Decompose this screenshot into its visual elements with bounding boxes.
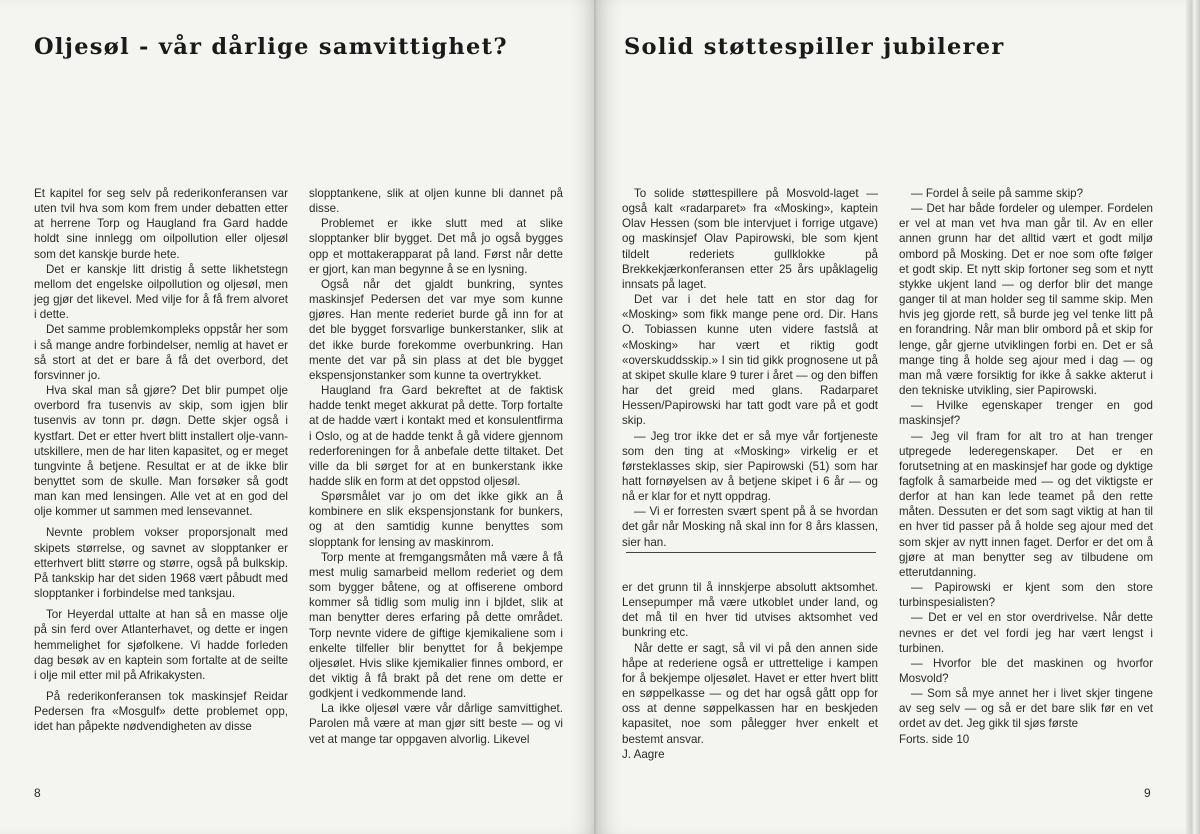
right-headline: Solid støttespiller jubilerer: [624, 34, 1005, 60]
paragraph: La ikke oljesøl være vår dårlige samvittighet. Parolen må være at man gjør sitt beste — og vi vet at mange tar oppgaven alvorlig. Likevel: [309, 702, 563, 746]
paragraph: slopptankene, slik at oljen kunne bli dannet på disse.: [309, 187, 563, 216]
paragraph: — Det har både fordeler og ulemper. Fordelen er vel at man vet hva man går til. Av en eller annen grunn har det alltid vært et godt miljø ombord på Mosking. Det er noe som ofte følger et godt skip. Et nytt skip fortoner seg som et nytt stykke ukjent land — og derfor blir det mange ganger til at man holder seg til samme skip. Men hvis jeg gjorde rett, så burde jeg vel tenke litt på en forandring. Når man blir ombord på et skip for lenge, går gjerne utviklingen forbi en. Det er så mange ting å holde seg ajour med i dag — og man må være forsiktig for ikke å sakke akterut i den tekniske utvikling, sier Papirowski.: [899, 202, 1153, 398]
paragraph: — Papirowski er kjent som den store turbinspesialisten?: [899, 581, 1153, 610]
paragraph: er det grunn til å innskjerpe absolutt aktsomhet. Lensepumper må være utkoblet under land, og det må til en hver tid utvises aktsomhet ved bunkring etc.: [622, 581, 878, 640]
right-page: [596, 0, 1200, 834]
paragraph: — Jeg tror ikke det er så mye vår fortjeneste som den ting at «Mosking» virkelig er et førsteklasses skip, sier Papirowski (51) som har hatt fornøyelsen av å betjene skipet i 6 år — og nå er klar for et nytt oppdrag.: [622, 429, 878, 504]
continued-note: Forts. side 10: [899, 732, 970, 746]
paragraph: Et kapitel for seg selv på rederikonferansen var uten tvil hva som kom frem under debatten etter at herrene Torp og Haugland fra Gard hadde holdt sine innlegg om oilpollution eller oljesøl som det kanskje burde hete.: [34, 187, 288, 261]
paragraph: Torp mente at fremgangsmåten må være å få mest mulig samarbeid mellom rederiet og dem som bygger båtene, og at offiserene ombord kommer så tidlig som mulig inn i bjldet, slik at man benytter deres erfaring på dette området. Torp nevnte videre de giftige kjemikaliene som i enkelte tilfeller blir benyttet for å bekjempe oljesølet. Hvis slike kjemikalier finnes ombord, er det viktig å få brakt på det rene om dette er godkjent i vedkommende land.: [309, 550, 563, 701]
left-headline: Oljesøl - vår dårlige samvittighet?: [34, 34, 508, 60]
left-page: [0, 0, 596, 834]
paragraph: Det var i det hele tatt en stor dag for «Mosking» som fikk mange pene ord. Dir. Hans O. Tobiassen kunne uten videre fastslå at «Mosking» har vært et riktig godt «overskuddsskip.» I sin tid gikk prognosene ut på at skipet skulle klare 9 turer i året — og den biffen har det greid med glans. Radarparet Hessen/Papirowski har tatt godt vare på et godt skip.: [622, 293, 878, 428]
paragraph: Også når det gjaldt bunkring, syntes maskinsjef Pedersen det var mye som kunne gjøres. Han mente rederiet burde gå inn for at det ble bygget forsvarlige bunkerstanker, slik at det ikke burde forekomme overbunkring. Han mente det var på sin plass at det ble bygget ekspensjonstanker som kunne ta overtrykket.: [309, 277, 563, 382]
signature: J. Aagre: [622, 747, 665, 761]
right-column-2: [899, 186, 1153, 747]
continuation-block: [622, 580, 878, 762]
paragraph: Problemet er ikke slutt med at slike slopptanker blir bygget. Det må jo også bygges opp et mottakerapparat på land. Først når dette er gjort, kan man begynne å se en lysning.: [309, 217, 563, 276]
paragraph: — Som så mye annet her i livet skjer tingene av seg selv — og så er det bare slik før en vet ordet av det. Jeg gikk til sjøs første: [899, 687, 1153, 731]
paragraph: To solide støttespillere på Mosvold-laget — også kalt «radarparet» fra «Mosking», kaptein Olav Hessen (som ble intervjuet i forrige utgave) og maskinsjef Olav Papirowski, ble som kjent tildelt rederiets gullklokke på Brekkekjærkonferansen etter 25 års upåklagelig innsats på laget.: [622, 187, 878, 291]
paragraph: — Jeg vil fram for alt tro at han trenger utpregede lederegenskaper. Det er en forutsetning at en maskinsjef har gode og dyktige fagfolk å samarbeide med — og det viktigste er derfor at han kan lede teamet på den rette måten. Dessuten er det som sagt viktig at han til en hver tid passer på å holde seg ajour med det som skjer av nytt innen faget. Derfor er det om å gjøre at man benytter seg av tilbudene om etterutdanning.: [899, 429, 1153, 579]
right-column-1: [622, 186, 878, 550]
paragraph: — Hvilke egenskaper trenger en god maskinsjef?: [899, 399, 1153, 428]
page-number-right: 9: [1144, 786, 1151, 800]
paragraph: Hva skal man så gjøre? Det blir pumpet olje overbord fra tusenvis av skip, som igjen blir tusenvis av tonn pr. døgn. Dette skjer også i kystfart. Det er etter hvert blitt installert olje-vann-utskillere, men de har liten kapasitet, og er meget tungvinte å betjene. Resultat er at de ikke blir benyttet som de skulle. Man forsøker så godt man kan med lensingen. Alle vet at en god del olje kommer ut sammen med lensevannet.: [34, 384, 288, 519]
paragraph: Nevnte problem vokser proporsjonalt med skipets størrelse, og savnet av slopptanker er etterhvert blitt større og større, også på bulkskip. På tankskip har det siden 1968 vært påbudt med slopptanker i forbindelse med tanksjau.: [34, 526, 288, 601]
paragraph: Det er kanskje litt dristig å sette likhetstegn mellom det engelske oilpollution og oljesøl, men jeg gjør det likevel. Med vilje for å få frem alvoret i dette.: [34, 262, 288, 322]
paragraph: Det samme problemkompleks oppstår her som i så mange andre forbindelser, nemlig at havet er så stort at det er bare å få det overbord, det forsvinner jo.: [34, 323, 288, 382]
paragraph: Når dette er sagt, så vil vi på den annen side håpe at rederiene også er uttrettelige i kampen for å bekjempe oljesølet. Havet er etter hvert blitt en søppelkasse — og det har også gått opp for oss at denne søppelkassen har en beskjeden kapasitet, noe som pålegger hver enkelt et bestemt ansvar.: [622, 641, 878, 746]
divider-rule: [626, 552, 876, 553]
paragraph: — Vi er forresten svært spent på å se hvordan det går når Mosking nå skal inn for 8 års klassen, sier han.: [622, 505, 878, 549]
paragraph: — Det er vel en stor overdrivelse. Når dette nevnes er det vel fordi jeg har vært lengst i turbinen.: [899, 611, 1153, 655]
paragraph: Spørsmålet var jo om det ikke gikk an å kombinere en slik ekspensjonstank for bunkers, og at den samtidig kunne benyttes som slopptank for lensing av maskinrom.: [309, 490, 563, 549]
paragraph: Tor Heyerdal uttalte at han så en masse olje på sin ferd over Atlanterhavet, og dette er ingen hemmelighet for sjøfolkene. Vi hadde forleden dag besøk av en kaptein som fortalte at de seilte i olje mil etter mil på Afrikakysten.: [34, 608, 288, 682]
left-column-1: [34, 186, 288, 734]
paragraph: — Fordel å seile på samme skip?: [911, 187, 1084, 200]
paragraph: På rederikonferansen tok maskinsjef Reidar Pedersen fra «Mosgulf» dette problemet opp, idet han påpekte nødvendigheten av disse: [34, 690, 288, 734]
paragraph: Haugland fra Gard bekreftet at de faktisk hadde tenkt meget akkurat på dette. Torp fortalte at de hadde vært i kontakt med et konsulentfirma i Oslo, og at de hadde tenkt å gå videre gjennom rederforeningen for å anbefale dette tiltaket. Det ville da bli sørget for at en bunkerstank ikke hadde slik en form at det oppstod oljesøl.: [309, 384, 563, 488]
left-column-2: [309, 186, 563, 747]
page-edge: [1186, 0, 1200, 834]
paragraph: — Hvorfor ble det maskinen og hvorfor Mosvold?: [899, 656, 1153, 685]
page-number-left: 8: [34, 786, 41, 800]
